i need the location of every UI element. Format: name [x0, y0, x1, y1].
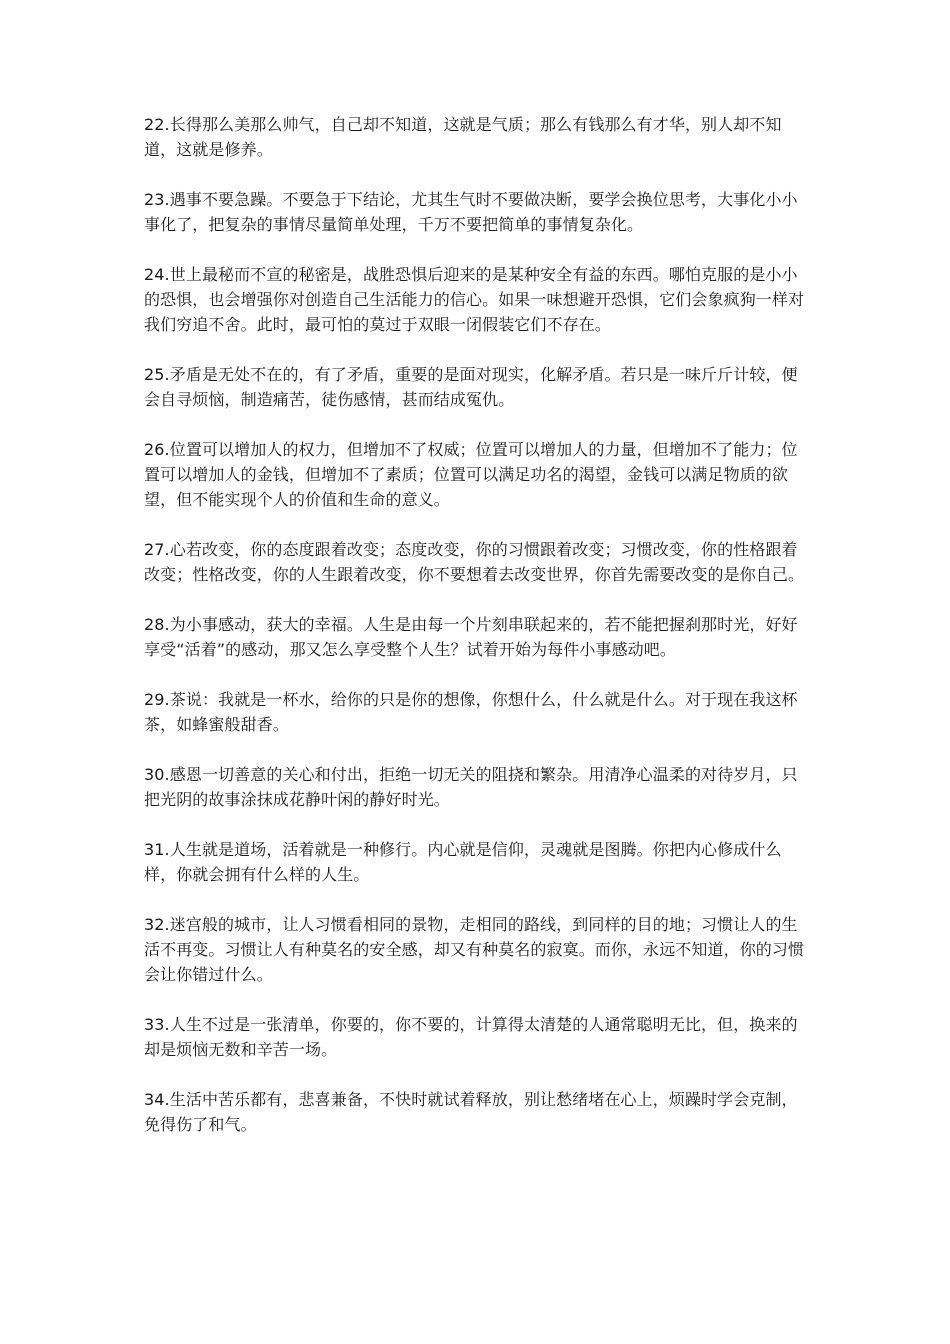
paragraph-26: 26.位置可以增加人的权力，但增加不了权威；位置可以增加人的力量，但增加不了能力；位置可以增加人的金钱，但增加不了素质；位置可以满足功名的渴望，金钱可以满足物质的欲望，但不能实现个人的价值和生命的意义。 [144, 440, 798, 509]
paragraph-27: 27.心若改变，你的态度跟着改变；态度改变，你的习惯跟着改变；习惯改变，你的性格跟着改变；性格改变，你的人生跟着改变，你不要想着去改变世界，你首先需要改变的是你自己。 [144, 540, 805, 584]
paragraph-29: 29.茶说：我就是一杯水，给你的只是你的想像，你想什么，什么就是什么。对于现在我这杯茶，如蜂蜜般甜香。 [144, 690, 798, 734]
document-page [144, 112, 810, 1162]
paragraph-32: 32.迷宫般的城市，让人习惯看相同的景物，走相同的路线，到同样的目的地；习惯让人的生活不再变。习惯让人有种莫名的安全感，却又有种莫名的寂寞。而你，永远不知道，你的习惯会让你错过什么。 [144, 915, 805, 984]
paragraph-34: 34.生活中苦乐都有，悲喜兼备，不快时就试着释放，别让愁绪堵在心上，烦躁时学会克制，免得伤了和气。 [144, 1090, 798, 1134]
paragraph-30: 30.感恩一切善意的关心和付出，拒绝一切无关的阻挠和繁杂。用清净心温柔的对待岁月，只把光阴的故事涂抹成花静叶闲的静好时光。 [144, 765, 798, 809]
paragraph-23: 23.遇事不要急躁。不要急于下结论，尤其生气时不要做决断，要学会换位思考，大事化小小事化了，把复杂的事情尽量简单处理，千万不要把简单的事情复杂化。 [144, 190, 798, 234]
paragraph-24: 24.世上最秘而不宣的秘密是，战胜恐惧后迎来的是某种安全有益的东西。哪怕克服的是小小的恐惧，也会增强你对创造自己生活能力的信心。如果一味想避开恐惧，它们会象疯狗一样对我们穷追不舍。此时，最可怕的莫过于双眼一闭假装它们不存在。 [144, 265, 805, 334]
paragraph-33: 33.人生不过是一张清单，你要的，你不要的，计算得太清楚的人通常聪明无比，但，换来的却是烦恼无数和辛苦一场。 [144, 1015, 798, 1059]
paragraph-22: 22.长得那么美那么帅气，自己却不知道，这就是气质；那么有钱那么有才华，别人却不知道，这就是修养。 [144, 115, 782, 159]
paragraph-25: 25.矛盾是无处不在的，有了矛盾，重要的是面对现实，化解矛盾。若只是一味斤斤计较，便会自寻烦恼，制造痛苦，徒伤感情，甚而结成冤仇。 [144, 365, 798, 409]
paragraph-28: 28.为小事感动，获大的幸福。人生是由每一个片刻串联起来的，若不能把握刹那时光，好好享受“活着”的感动，那又怎么享受整个人生？试着开始为每件小事感动吧。 [144, 615, 798, 659]
paragraph-31: 31.人生就是道场，活着就是一种修行。内心就是信仰，灵魂就是图腾。你把内心修成什么样，你就会拥有什么样的人生。 [144, 840, 782, 884]
